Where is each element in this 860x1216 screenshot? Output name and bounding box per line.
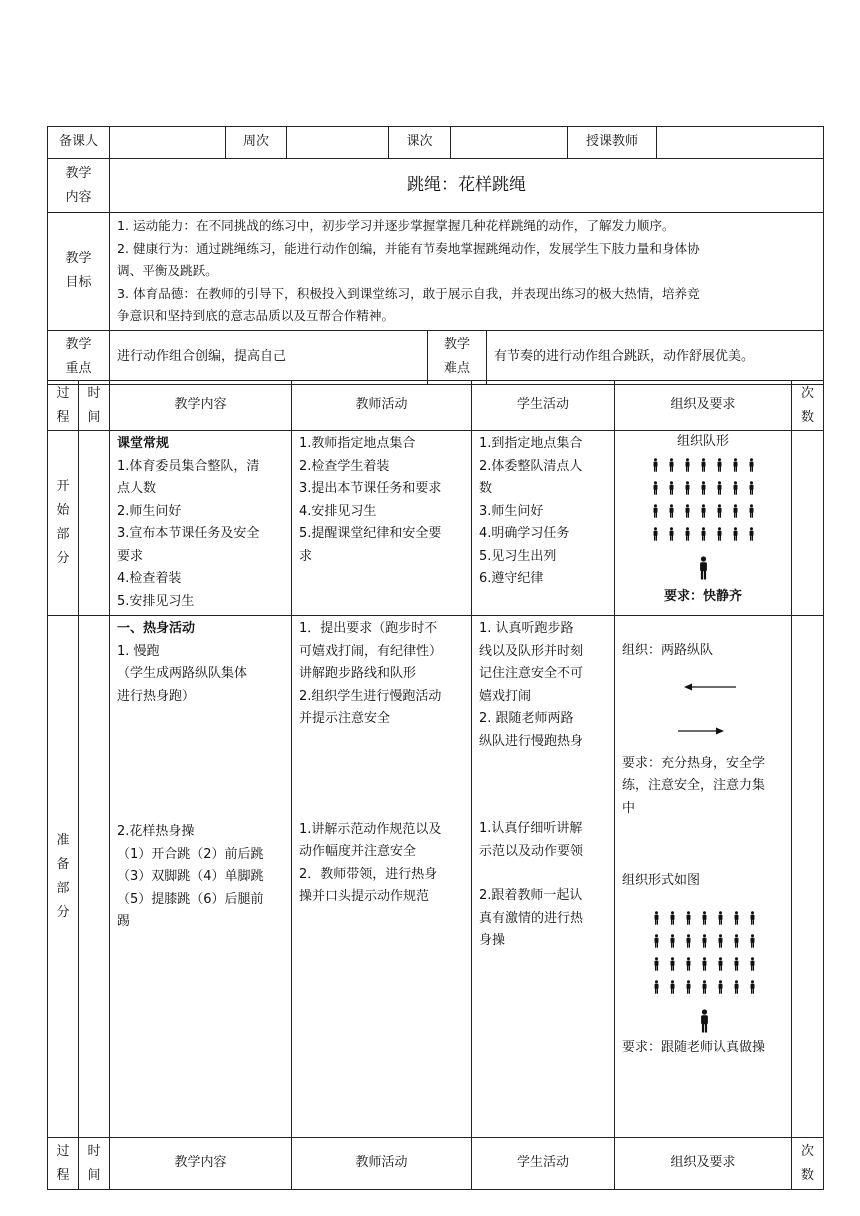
start-content-title: 课堂常规 <box>117 436 170 451</box>
student-icon <box>700 481 707 495</box>
count-header-line: 次 <box>800 385 814 401</box>
phase-char: 备 <box>56 856 70 872</box>
prep-org <box>615 616 792 1138</box>
student-icon <box>732 504 739 518</box>
student-icon <box>732 527 739 541</box>
process-header <box>48 381 79 431</box>
start-formation-diagram <box>615 458 791 580</box>
prep-time-cell <box>79 616 110 1138</box>
spacer <box>622 820 787 870</box>
start-student-line: 2.体委整队清点人 <box>479 458 583 474</box>
exercise-line: 2.花样热身操 <box>117 824 195 839</box>
student-icon <box>748 481 755 495</box>
student-icon <box>653 980 660 994</box>
prep-student-line: 线以及队形并时刻 <box>479 643 584 659</box>
student-icon <box>653 911 660 925</box>
student-icon <box>669 980 676 994</box>
spacer <box>622 618 787 640</box>
student-icon <box>749 911 756 925</box>
formation-row <box>653 980 756 994</box>
left-arrow-head <box>684 683 692 690</box>
phase-char: 部 <box>56 880 70 896</box>
content-header: 教学内容 <box>110 1138 292 1190</box>
week-value <box>287 127 389 159</box>
start-student-line: 5.见习生出列 <box>479 548 557 564</box>
teacher-icon <box>698 556 709 580</box>
start-content-line: 4.检查着装 <box>117 571 182 586</box>
student-icon <box>669 911 676 925</box>
prep-student-line: 记住注意安全不可 <box>479 666 584 681</box>
prep-teacher-line: 动作幅度并注意安全 <box>299 844 417 859</box>
student-icon <box>733 957 740 971</box>
prep-teacher-line: 操并口头提示动作规范 <box>299 889 430 904</box>
process-header-line: 程 <box>56 1167 70 1183</box>
time-header-line: 间 <box>87 409 101 425</box>
teacher-activity-header: 教师活动 <box>292 1138 472 1190</box>
student-icon <box>669 957 676 971</box>
start-student-line: 6.遵守纪律 <box>479 571 544 586</box>
start-phase-label <box>48 431 79 616</box>
start-content-line: 点人数 <box>117 481 157 496</box>
time-header <box>79 1138 110 1190</box>
prep-teacher-line: 并提示注意安全 <box>299 711 391 726</box>
lesson-value <box>451 127 568 159</box>
count-header-line: 次 <box>800 1143 814 1159</box>
prep-org-requirement: 要求：充分热身，安全学 <box>622 755 766 771</box>
content-label-line: 教学 <box>65 165 92 181</box>
exercise-line: （1）开合跳（2）前后跳 <box>117 846 264 862</box>
phase-char: 始 <box>56 503 70 518</box>
start-content-line: 5.安排见习生 <box>117 593 195 609</box>
student-icon <box>701 957 708 971</box>
start-section-row <box>48 431 824 616</box>
spacer <box>117 708 287 821</box>
phase-char: 部 <box>56 527 70 542</box>
prep-org-form-title: 组织形式如图 <box>622 873 701 888</box>
teacher-icon <box>699 1009 710 1033</box>
student-icon <box>652 481 659 495</box>
student-icon <box>732 458 739 472</box>
prep-teacher-line: 可嬉戏打闹，有纪律性） <box>299 643 443 659</box>
start-org-requirement: 要求：快静齐 <box>663 588 742 604</box>
prep-teacher-line: 1.讲解示范动作规范以及 <box>299 821 442 837</box>
count-header-line: 数 <box>800 1167 814 1183</box>
prep-content <box>110 616 292 1138</box>
focus-label-line: 教学 <box>65 337 92 352</box>
student-icon <box>652 504 659 518</box>
header-table <box>47 126 824 159</box>
student-activity-header: 学生活动 <box>472 381 615 431</box>
right-arrow-head <box>716 727 724 734</box>
running-route-arrows <box>622 663 792 753</box>
formation-row <box>653 934 756 948</box>
student-icon <box>749 957 756 971</box>
start-content-line: 1.体育委员集合整队，清 <box>117 458 260 474</box>
prep-student-line: 身操 <box>479 933 506 948</box>
student-icon <box>668 527 675 541</box>
student-icon <box>700 458 707 472</box>
focus-label <box>48 330 110 384</box>
student-icon <box>748 504 755 518</box>
goals-label <box>48 213 110 331</box>
teacher-activity-header: 教师活动 <box>292 381 472 431</box>
student-icon <box>733 934 740 948</box>
warmup-line: 1. 慢跑 <box>117 643 160 659</box>
goals-label-line: 教学 <box>65 251 92 267</box>
student-icon <box>669 934 676 948</box>
prep-student-line: 1.认真仔细听讲解 <box>479 821 583 836</box>
formation-row <box>652 504 755 518</box>
warmup-line: 进行热身跑） <box>117 688 196 704</box>
content-header: 教学内容 <box>110 381 292 431</box>
prep-org-requirement: 中 <box>622 800 636 816</box>
time-header-line: 时 <box>87 385 101 401</box>
week-label: 周次 <box>226 127 287 159</box>
student-icon <box>685 934 692 948</box>
goal-line: 1. 运动能力：在不同挑战的练习中，初步学习并逐步掌握掌握几种花样跳绳的动作，了解发力顺序。 <box>117 218 675 233</box>
student-icon <box>717 980 724 994</box>
student-icon <box>717 934 724 948</box>
prep-teacher-line: 讲解跑步路线和队形 <box>299 666 417 681</box>
student-icon <box>700 504 707 518</box>
difficulty-label-line: 教学 <box>443 337 470 352</box>
warmup-line: （学生成两路纵队集体 <box>117 666 248 681</box>
content-label-line: 内容 <box>65 189 92 205</box>
spacer <box>479 753 610 818</box>
prep-student-line: 嬉戏打闹 <box>479 688 532 704</box>
student-icon <box>716 481 723 495</box>
start-content-line: 3.宣布本节课任务及安全 <box>117 526 260 541</box>
student-icon <box>653 957 660 971</box>
goal-line: 3. 体育品德：在教师的引导下，积极投入到课堂练习，敢于展示自我，并表现出练习的极大热情，培养竞 <box>117 285 700 301</box>
phase-char: 分 <box>56 904 70 920</box>
prep-teacher-activity <box>292 616 472 1138</box>
spacer <box>479 863 610 885</box>
prep-student-line: 真有激情的进行热 <box>479 910 584 926</box>
student-icon <box>652 458 659 472</box>
student-icon <box>684 481 691 495</box>
prep-org-requirement: 练，注意安全，注意力集 <box>622 778 766 793</box>
spacer <box>299 731 467 819</box>
student-icon <box>733 980 740 994</box>
student-icon <box>653 934 660 948</box>
student-icon <box>668 481 675 495</box>
goal-line: 2. 健康行为：通过跳绳练习，能进行动作创编，并能有节奏地掌握跳绳动作，发展学生下肢力量和身体协 <box>117 240 700 256</box>
prep-phase-label <box>48 616 79 1138</box>
exercise-line: （5）提膝跳（6）后腿前 <box>117 891 264 907</box>
prep-student-line: 2. 跟随老师两路 <box>479 711 574 726</box>
difficulty-label-line: 难点 <box>443 361 470 376</box>
focus-label-line: 重点 <box>65 361 92 376</box>
prep-section-row <box>48 616 824 1138</box>
prep-org-title: 组织：两路纵队 <box>622 643 714 658</box>
formation-row <box>652 527 755 541</box>
count-header <box>792 1138 824 1190</box>
warmup-title: 一、热身活动 <box>117 621 196 636</box>
org-header: 组织及要求 <box>615 1138 792 1190</box>
student-activity-header: 学生活动 <box>472 1138 615 1190</box>
prep-student-line: 1. 认真听跑步路 <box>479 621 574 636</box>
preparer-value <box>110 127 226 159</box>
lesson-label: 课次 <box>389 127 451 159</box>
prep-teacher-line: 2.组织学生进行慢跑活动 <box>299 688 442 704</box>
start-student-line: 1.到指定地点集合 <box>479 436 583 451</box>
student-icon <box>684 527 691 541</box>
start-teacher-activity <box>292 431 472 616</box>
column-header-row-repeat <box>48 1138 824 1190</box>
student-icon <box>717 957 724 971</box>
goal-line: 调、平衡及跳跃。 <box>117 263 218 278</box>
content-label <box>48 159 110 213</box>
start-teacher-line: 求 <box>299 548 313 564</box>
student-icon <box>668 458 675 472</box>
student-icon <box>652 527 659 541</box>
process-header-line: 程 <box>56 409 70 425</box>
start-student-line: 3.师生问好 <box>479 503 544 519</box>
student-icon <box>748 527 755 541</box>
exercise-line: （3）双脚跳（4）单脚跳 <box>117 869 264 884</box>
start-time-cell <box>79 431 110 616</box>
student-icon <box>685 911 692 925</box>
goals-text <box>110 213 824 331</box>
prep-teacher-line: 2．教师带领，进行热身 <box>299 866 438 882</box>
prep-student-line: 纵队进行慢跑热身 <box>479 733 584 749</box>
prep-count-cell <box>792 616 824 1138</box>
student-icon <box>748 458 755 472</box>
prep-teacher-line: 1．提出要求（跑步时不 <box>299 621 438 636</box>
process-header-line: 过 <box>56 1143 70 1159</box>
start-org-title: 组织队形 <box>676 434 729 449</box>
student-icon <box>685 957 692 971</box>
phase-char: 分 <box>56 551 70 566</box>
teacher-label: 授课教师 <box>568 127 657 159</box>
start-org <box>615 431 792 616</box>
student-icon <box>700 527 707 541</box>
formation-row <box>652 481 755 495</box>
student-icon <box>668 504 675 518</box>
lesson-title: 跳绳：花样跳绳 <box>110 159 824 213</box>
student-icon <box>685 980 692 994</box>
focus-value: 进行动作组合创编，提高自己 <box>110 330 428 384</box>
student-icon <box>716 504 723 518</box>
count-header-line: 数 <box>800 409 814 425</box>
teacher-value <box>657 127 824 159</box>
exercise-line: 踢 <box>117 914 131 929</box>
difficulty-value: 有节奏的进行动作组合跳跃，动作舒展优美。 <box>487 330 824 384</box>
start-content-line: 2.师生问好 <box>117 503 182 519</box>
student-icon <box>716 527 723 541</box>
student-icon <box>749 980 756 994</box>
phase-char: 开 <box>56 479 70 494</box>
column-header-row <box>48 381 824 431</box>
start-teacher-line: 1.教师指定地点集合 <box>299 436 416 451</box>
start-teacher-line: 5.提醒课堂纪律和安全要 <box>299 526 442 541</box>
process-header-line: 过 <box>56 385 70 401</box>
start-teacher-line: 2.检查学生着装 <box>299 458 390 474</box>
process-header <box>48 1138 79 1190</box>
student-icon <box>684 458 691 472</box>
count-header <box>792 381 824 431</box>
student-icon <box>733 911 740 925</box>
plan-info-table <box>47 158 824 385</box>
formation-row <box>652 458 755 472</box>
start-student-line: 数 <box>479 481 493 496</box>
start-content-line: 要求 <box>117 548 144 564</box>
goals-label-line: 目标 <box>65 275 92 291</box>
start-teacher-line: 4.安排见习生 <box>299 503 377 519</box>
student-icon <box>701 934 708 948</box>
prep-student-line: 2.跟着教师一起认 <box>479 888 583 903</box>
goal-line: 争意识和坚持到底的意志品质以及互帮合作精神。 <box>117 308 395 323</box>
student-icon <box>717 911 724 925</box>
student-icon <box>701 980 708 994</box>
phase-char: 准 <box>56 832 70 848</box>
prep-formation-diagram <box>622 911 787 1033</box>
start-teacher-line: 3.提出本节课任务和要求 <box>299 481 442 496</box>
org-header: 组织及要求 <box>615 381 792 431</box>
time-header-line: 间 <box>87 1167 101 1183</box>
process-table <box>47 380 824 1190</box>
start-student-activity <box>472 431 615 616</box>
formation-row <box>653 957 756 971</box>
start-content <box>110 431 292 616</box>
time-header <box>79 381 110 431</box>
difficulty-label <box>428 330 487 384</box>
student-icon <box>701 911 708 925</box>
formation-row <box>653 911 756 925</box>
student-icon <box>732 481 739 495</box>
prep-student-line: 示范以及动作要领 <box>479 843 584 859</box>
student-icon <box>749 934 756 948</box>
preparer-label: 备课人 <box>48 127 110 159</box>
start-count-cell <box>792 431 824 616</box>
spacer <box>622 893 787 907</box>
prep-org-form-requirement: 要求：跟随老师认真做操 <box>622 1039 766 1055</box>
start-student-line: 4.明确学习任务 <box>479 526 570 541</box>
student-icon <box>684 504 691 518</box>
time-header-line: 时 <box>87 1143 101 1159</box>
prep-student-activity <box>472 616 615 1138</box>
student-icon <box>716 458 723 472</box>
